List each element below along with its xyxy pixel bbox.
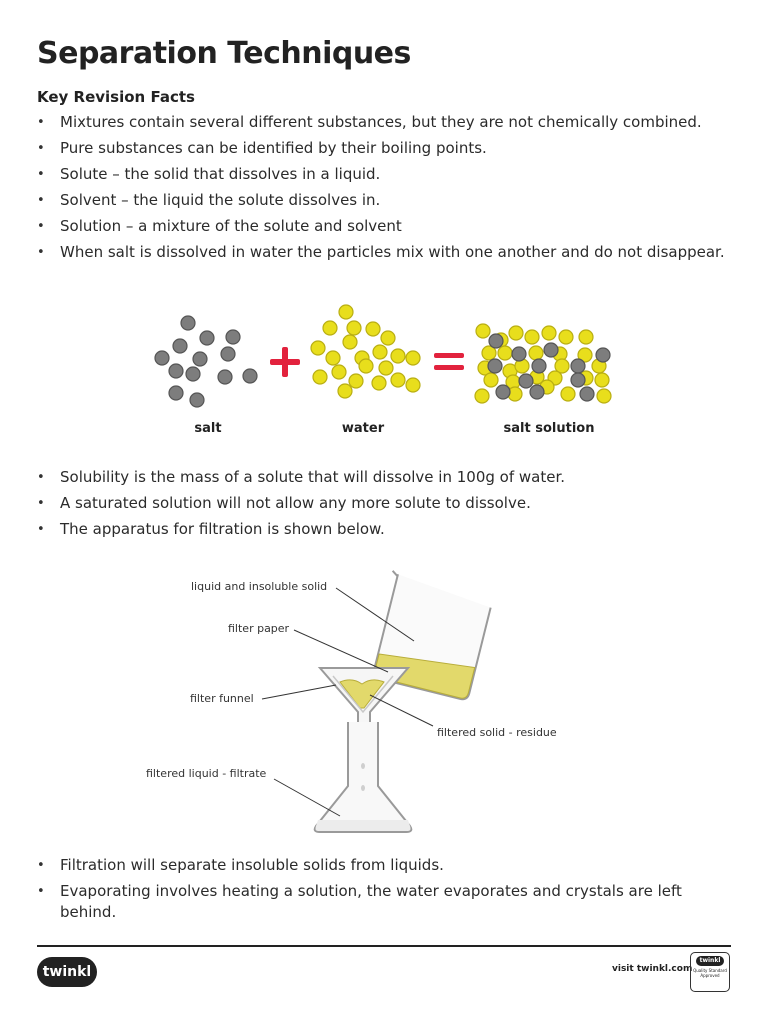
water-particle xyxy=(406,351,420,365)
fact-item: • When salt is dissolved in water the particles mix with one another and do not disappear. xyxy=(37,242,737,263)
solution-water-particle xyxy=(548,371,562,385)
page-title: Separation Techniques xyxy=(37,36,411,71)
facts-list-top xyxy=(37,112,737,268)
water-particle xyxy=(349,374,363,388)
salt-particle xyxy=(173,339,187,353)
water-particle xyxy=(338,384,352,398)
water-particle xyxy=(359,359,373,373)
solution-salt-particle xyxy=(519,374,533,388)
solution-water-particle xyxy=(530,370,544,384)
label-filtrate: filtered liquid - filtrate xyxy=(146,767,267,780)
salt-particle xyxy=(221,347,235,361)
solution-water-particle xyxy=(592,359,606,373)
water-particle xyxy=(406,378,420,392)
facts-list-middle xyxy=(37,467,737,545)
salt-particle xyxy=(226,330,240,344)
solution-water-particle xyxy=(578,348,592,362)
water-particles xyxy=(311,305,420,398)
solution-water-particle xyxy=(509,326,523,340)
water-particle xyxy=(343,335,357,349)
fact-item: • Pure substances can be identified by their boiling points. xyxy=(37,138,737,159)
solution-water-particle xyxy=(542,326,556,340)
salt-particle xyxy=(169,386,183,400)
fact-item: • Solution – a mixture of the solute and solvent xyxy=(37,216,737,237)
fact-item: • Evaporating involves heating a solution, the water evaporates and crystals are left behind. xyxy=(37,881,737,923)
label-filter-paper: filter paper xyxy=(228,622,290,635)
solution-salt-particle xyxy=(530,385,544,399)
twinkl-logo: twinkl xyxy=(37,957,97,987)
water-particle xyxy=(373,345,387,359)
solution-salt-particle xyxy=(571,373,585,387)
solution-salt-particle xyxy=(532,359,546,373)
salt-particles xyxy=(155,316,257,407)
solution-water-particle xyxy=(484,373,498,387)
solution-salt-particle xyxy=(512,347,526,361)
water-particle xyxy=(332,365,346,379)
section-subtitle: Key Revision Facts xyxy=(37,88,195,106)
solution-water-particle xyxy=(515,359,529,373)
fact-item: • Filtration will separate insoluble solids from liquids. xyxy=(37,855,737,876)
water-particle xyxy=(313,370,327,384)
solution-water-particle xyxy=(555,359,569,373)
water-particle xyxy=(366,322,380,336)
solution-water-particle xyxy=(476,324,490,338)
solution-water-particle xyxy=(478,361,492,375)
fact-item: • Solubility is the mass of a solute that will dissolve in 100g of water. xyxy=(37,467,737,488)
solution-salt-particle xyxy=(496,385,510,399)
salt-label: salt xyxy=(194,421,222,436)
water-particle xyxy=(372,376,386,390)
solution-water-particle xyxy=(579,371,593,385)
solution-salt-particle xyxy=(571,359,585,373)
water-particle xyxy=(311,341,325,355)
plus-symbol xyxy=(270,347,300,377)
salt-particle xyxy=(186,367,200,381)
salt-solution-label: salt solution xyxy=(503,421,595,436)
solution-water-particle xyxy=(475,389,489,403)
salt-particle xyxy=(169,364,183,378)
solution-salt-particle xyxy=(596,348,610,362)
badge-logo: twinkl xyxy=(696,956,724,966)
water-particle xyxy=(381,331,395,345)
label-residue: filtered solid - residue xyxy=(437,726,557,739)
facts-list-bottom xyxy=(37,855,737,928)
solution-water-particle xyxy=(498,346,512,360)
solution-particles xyxy=(475,324,611,403)
water-particle xyxy=(355,351,369,365)
solution-water-particle xyxy=(482,346,496,360)
label-filter-funnel: filter funnel xyxy=(190,692,254,705)
badge-text: Quality Standard Approved xyxy=(693,968,727,978)
salt-particle xyxy=(200,331,214,345)
salt-particle xyxy=(181,316,195,330)
solution-water-particle xyxy=(597,389,611,403)
solution-water-particle xyxy=(529,346,543,360)
water-particle xyxy=(339,305,353,319)
fact-item: • Solvent – the liquid the solute dissolves in. xyxy=(37,190,737,211)
salt-particle xyxy=(243,369,257,383)
solution-salt-particle xyxy=(488,359,502,373)
water-particle xyxy=(391,349,405,363)
conical-flask xyxy=(315,722,412,832)
salt-particle xyxy=(218,370,232,384)
solution-water-particle xyxy=(540,380,554,394)
solution-water-particle xyxy=(506,375,520,389)
solution-water-particle xyxy=(553,347,567,361)
filter-funnel xyxy=(320,668,408,752)
fact-item: • Mixtures contain several different substances, but they are not chemically combined. xyxy=(37,112,737,133)
salt-particle xyxy=(190,393,204,407)
solution-salt-particle xyxy=(544,343,558,357)
water-particle xyxy=(391,373,405,387)
solution-water-particle xyxy=(503,364,517,378)
solution-water-particle xyxy=(508,387,522,401)
water-particle xyxy=(347,321,361,335)
water-particle xyxy=(326,351,340,365)
salt-particle xyxy=(155,351,169,365)
solution-salt-particle xyxy=(580,387,594,401)
solution-salt-particle xyxy=(489,334,503,348)
solution-water-particle xyxy=(494,333,508,347)
solution-water-particle xyxy=(525,330,539,344)
solution-water-particle xyxy=(559,330,573,344)
water-particle xyxy=(323,321,337,335)
fact-item: • A saturated solution will not allow any more solute to dissolve. xyxy=(37,493,737,514)
equals-symbol xyxy=(434,353,464,370)
fact-item: • The apparatus for filtration is shown below. xyxy=(37,519,737,540)
solution-water-particle xyxy=(561,387,575,401)
fact-item: • Solute – the solid that dissolves in a liquid. xyxy=(37,164,737,185)
solution-water-particle xyxy=(595,373,609,387)
pouring-beaker xyxy=(367,571,494,701)
water-label: water xyxy=(341,421,385,436)
visit-link[interactable]: visit twinkl.com xyxy=(612,964,693,974)
quality-badge xyxy=(690,952,730,992)
solution-water-particle xyxy=(579,330,593,344)
salt-particle xyxy=(193,352,207,366)
footer-divider xyxy=(37,945,731,947)
label-liquid-insoluble-solid: liquid and insoluble solid xyxy=(191,580,328,593)
water-particle xyxy=(379,361,393,375)
